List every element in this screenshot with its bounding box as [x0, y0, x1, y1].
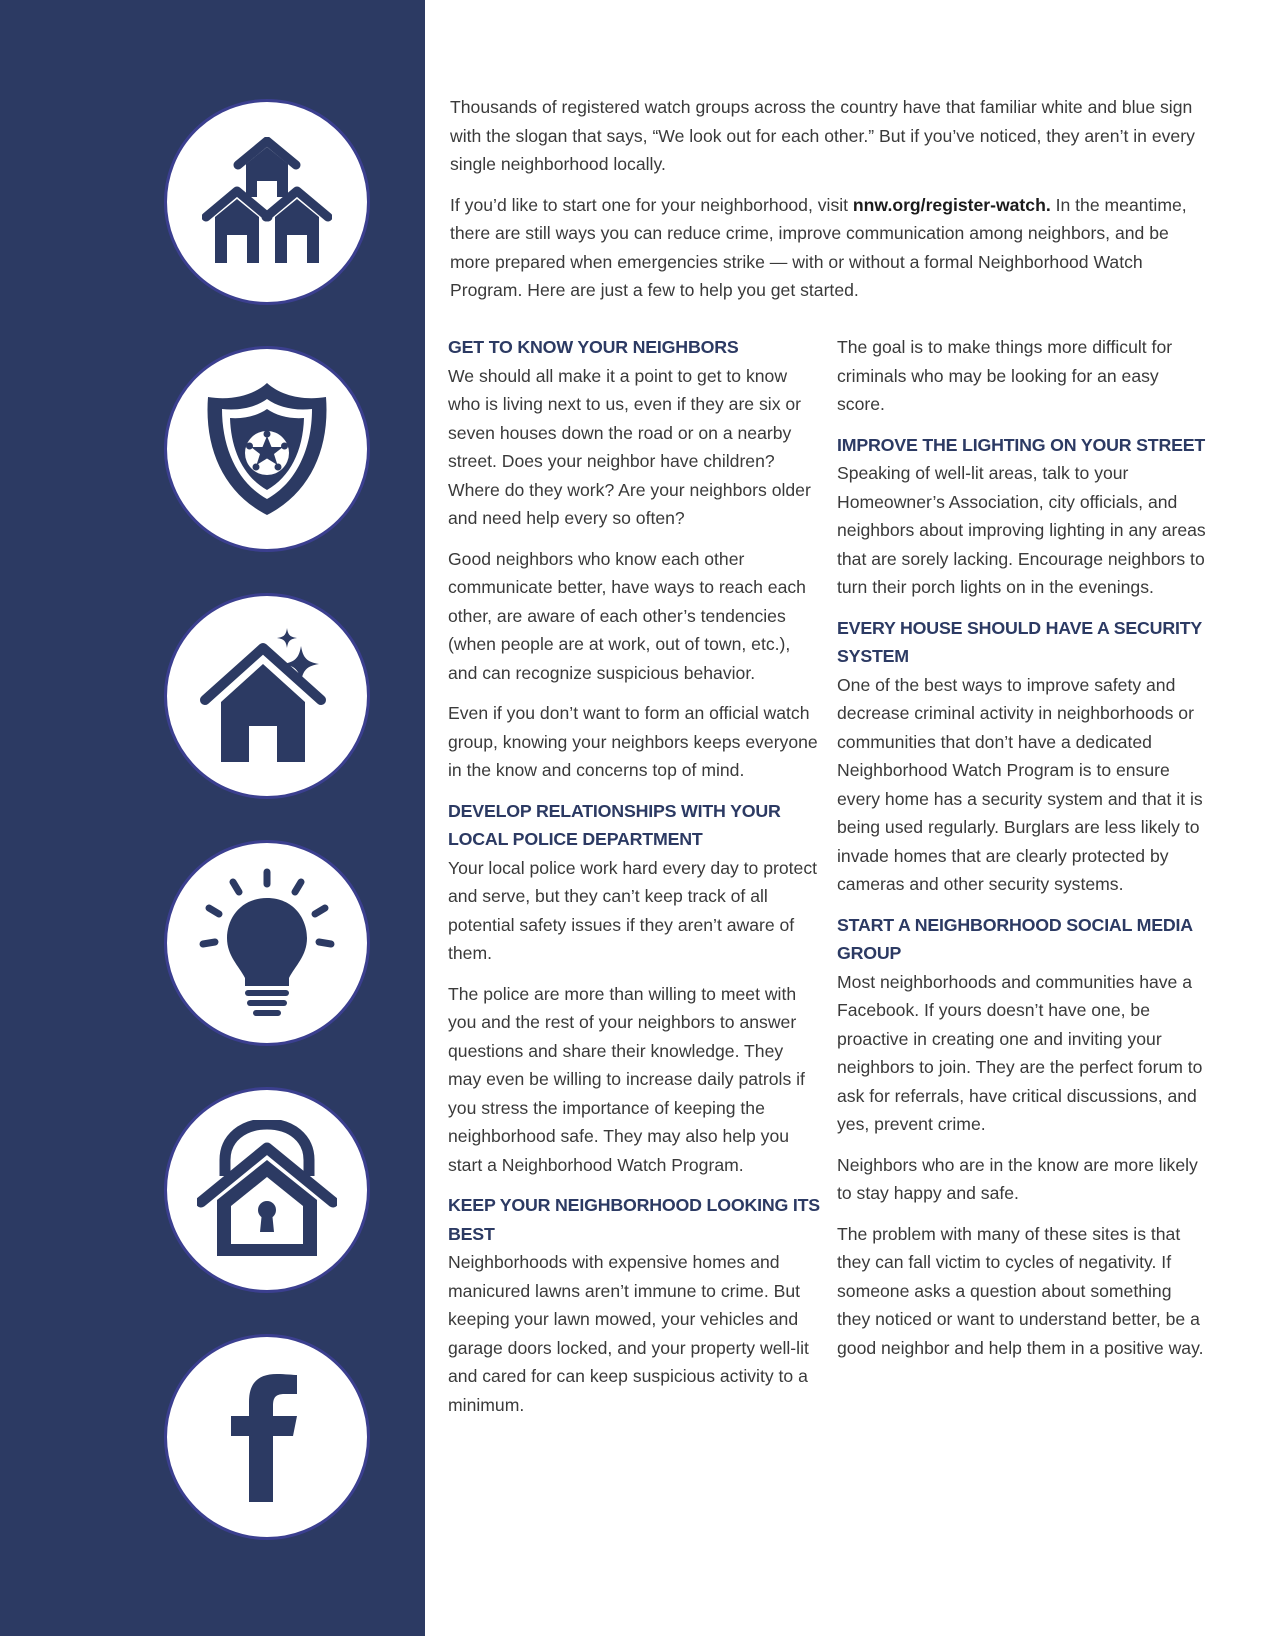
home-sparkle-icon: [197, 626, 337, 766]
register-watch-link[interactable]: nnw.org/register-watch.: [852, 194, 1051, 215]
section-heading-looking-best: KEEP YOUR NEIGHBORHOOD LOOKING ITS BEST: [448, 1195, 820, 1244]
lightbulb-icon: [197, 868, 337, 1018]
social-media-paragraph-3: The problem with many of these sites is that they can fall victim to cycles of negativity. If someone asks a question about something they noticed or want to understand better, be a good neighbor and help them in a positive way.: [837, 1223, 1204, 1358]
lightbulb-icon-circle: [164, 840, 370, 1046]
intro-paragraph-2: [450, 191, 1195, 305]
right-column: [837, 333, 1209, 1374]
police-badge-icon-circle: [164, 346, 370, 552]
section-heading-police: DEVELOP RELATIONSHIPS WITH YOUR LOCAL POLICE DEPARTMENT: [448, 800, 781, 849]
police-paragraph-2: The police are more than willing to meet with you and the rest of your neighbors to answer questions and share their knowledge. They may even be willing to increase daily patrols if you stress the importance of keeping the neighborhood safe. They may also help you start a Neighborhood Watch Program.: [448, 983, 805, 1175]
house-lock-icon: [197, 1120, 337, 1260]
house-lock-icon-circle: [164, 1087, 370, 1293]
intro: [450, 93, 1195, 317]
know-neighbors-paragraph-2: Good neighbors who know each other communicate better, have ways to reach each other, are aware of each other’s tendencies (when people are at work, out of town, etc.), and can recognize suspicious behavior.: [448, 548, 806, 683]
intro-paragraph-1: Thousands of registered watch groups across the country have that familiar white and blue sign with the slogan that says, “We look out for each other.” But if you’ve noticed, they aren’t in every single neighborhood locally.: [450, 97, 1195, 174]
houses-icon: [202, 137, 332, 267]
facebook-icon-circle: [164, 1334, 370, 1540]
looking-best-paragraph-1: Neighborhoods with expensive homes and manicured lawns aren’t immune to crime. But keeping your lawn mowed, your vehicles and garage doors locked, and your property well-lit and cared for can keep suspicious activity to a minimum.: [448, 1252, 809, 1415]
home-sparkle-icon-circle: [164, 593, 370, 799]
police-badge-icon: [202, 379, 332, 519]
know-neighbors-paragraph-1: We should all make it a point to get to know who is living next to us, even if they are six or seven houses down the road or on a nearby street. Does your neighbor have children? Where do they work? Are your neighbors older and need help every so often?: [448, 365, 811, 528]
social-media-paragraph-2: Neighbors who are in the know are more likely to stay happy and safe.: [837, 1154, 1198, 1203]
sidebar: [0, 0, 425, 1636]
section-heading-lighting: IMPROVE THE LIGHTING ON YOUR STREET: [837, 434, 1206, 455]
section-heading-security-system: EVERY HOUSE SHOULD HAVE A SECURITY SYSTEM: [837, 617, 1202, 666]
facebook-icon: [227, 1372, 307, 1502]
intro-p2-after: In the meantime, there are still ways you can reduce crime, improve communication among neighbors, and be more prepared when emergencies strike — with or without a formal Neighborhood Watch Program. Here are just a few to help you get started.: [450, 194, 1187, 300]
section-heading-social-media: START A NEIGHBORHOOD SOCIAL MEDIA GROUP: [837, 914, 1193, 963]
left-column: [448, 333, 820, 1431]
social-media-paragraph-1: Most neighborhoods and communities have a Facebook. If yours doesn’t have one, be proactive in creating one and inviting your neighbors to join. They are the perfect forum to ask for referrals, have critical discussions, and yes, prevent crime.: [837, 971, 1203, 1134]
section-heading-know-neighbors: GET TO KNOW YOUR NEIGHBORS: [448, 337, 739, 357]
police-paragraph-1: Your local police work hard every day to protect and serve, but they can’t keep track of all potential safety issues if they aren’t aware of them.: [448, 857, 818, 963]
looking-best-continued-paragraph: The goal is to make things more difficult for criminals who may be looking for an easy score.: [837, 337, 1173, 414]
intro-p2-before: If you’d like to start one for your neighborhood, visit: [450, 194, 853, 215]
know-neighbors-paragraph-3: Even if you don’t want to form an official watch group, knowing your neighbors keeps everyone in the know and concerns top of mind.: [448, 703, 818, 780]
houses-icon-circle: [164, 99, 370, 305]
security-system-paragraph-1: One of the best ways to improve safety and decrease criminal activity in neighborhoods or communities that don’t have a dedicated Neighborhood Watch Program is to ensure every home has a security system and that it is being used regularly. Burglars are less likely to invade homes that are clearly protected by cameras and other security systems.: [837, 674, 1203, 894]
lighting-paragraph-1: Speaking of well-lit areas, talk to your Homeowner’s Association, city officials, and neighbors about improving lighting in any areas that are sorely lacking. Encourage neighbors to turn their porch lights on in the evenings.: [837, 463, 1206, 597]
